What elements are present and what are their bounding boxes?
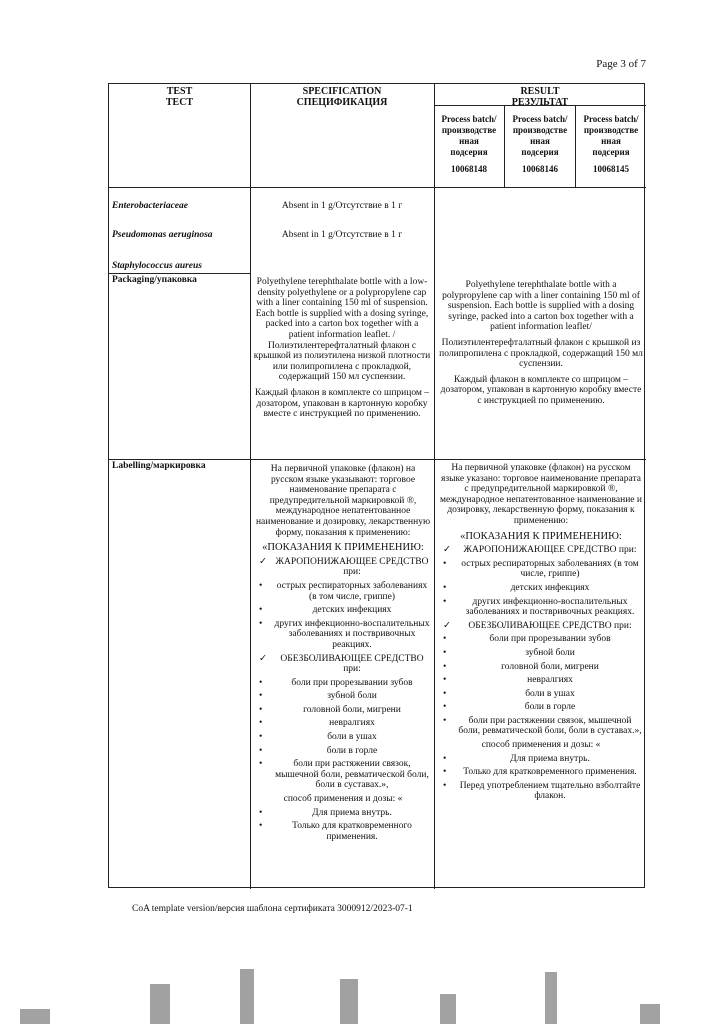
bullet-icon: • [259, 759, 263, 770]
labelling-spec: На первичной упаковке (флакон) на русском языке указывают: торговое наименование препарата с предупредительной маркировкой ®, международное непатентованное наименование и дозировку, лекарственную форму, показания к применению: «ПОКАЗАНИЯ К ПРИМЕНЕНИЮ: ✓ ЖАРОПОНИЖАЮЩЕЕ СРЕДСТВО при: • острых респираторных заболеваниях (в том числе, гриппе) • детских инфекциях • других инфекционно-воспалительных заболеваниях и поствривочных реакциях. ✓ ОБЕЗБОЛИВАЮЩЕЕ СРЕДСТВО при: • боли при прорезывании зубов • зубной боли • головной боли, мигрени • невралгиях • боли в ушах • боли в горле • боли при растяжении связок, мышечной боли, ревматической боли, боли в суставах.», способ применения и дозы: « • Для приема внутрь. • Только для кратковременного применения. [255, 464, 431, 842]
footer-template-version: CoA template version/версия шаблона сертификата 3000912/2023-07-1 [132, 904, 413, 914]
bullet-icon: • [259, 618, 263, 629]
result-labelling-item-text: острых респираторных заболеваниях (в том числе, гриппе) [461, 558, 639, 580]
spec-labelling-item-text: «ПОКАЗАНИЯ К ПРИМЕНЕНИЮ: [262, 542, 424, 554]
result-labelling-item [439, 740, 643, 751]
spec-labelling-item-text: боли в ушах [327, 732, 377, 743]
batch-header-3: Process batch/ производстве нная подсерия 10068145 [576, 114, 646, 175]
bullet-icon: • [443, 767, 447, 778]
result-labelling-item [439, 702, 643, 713]
spec-labelling-item [255, 705, 431, 716]
spec-labelling-item-text: головной боли, мигрени [303, 704, 401, 715]
spec-labelling-item [255, 746, 431, 757]
result-labelling-item-text: других инфекционно-воспалительных заболеваниях и поствривочных реакциях. [465, 596, 635, 618]
bullet-icon: • [443, 596, 447, 607]
spec-value: Absent in 1 g/Отсутствие в 1 г [281, 230, 403, 240]
result-labelling-item [439, 716, 643, 737]
labelling-result: На первичной упаковке (флакон) на русском языке указано: торговое наименование препарата с предупредительной маркировкой ®, международное непатентованное наименование и дозировку, лекарственную форму, показания к применению: «ПОКАЗАНИЯ К ПРИМЕНЕНИЮ: ✓ ЖАРОПОНИЖАЮЩЕЕ СРЕДСТВО при: • острых респираторных заболеваниях (в том числе, гриппе) • детских инфекциях • других инфекционно-воспалительных заболеваниях и поствривочных реакциях. ✓ ОБЕЗБОЛИВАЮЩЕЕ СРЕДСТВО при: • боли при прорезывании зубов • зубной боли • головной боли, мигрени • невралгиях • боли в ушах • боли в горле • боли при растяжении связок, мышечной боли, ревматической боли, боли в суставах.», способ применения и дозы: « • Для приема внутрь. • Только для кратковременного применения. • Перед употреблением тщательно взболтайте флакон. [440, 463, 642, 802]
spec-labelling-item [255, 654, 431, 675]
batch-number: 10068145 [593, 164, 629, 174]
result-labelling-item [439, 532, 643, 543]
spec-labelling-item [255, 557, 431, 578]
spec-labelling-item [255, 821, 431, 842]
spec-labelling-item-text: детских инфекциях [312, 605, 392, 616]
batch-number: 10068146 [522, 164, 558, 174]
packaging-result: Polyethylene terephthalate bottle with a polypropylene cap with a liner containing 150 ml of suspension. Each bottle is supplied with a dosing syringe, packed into a carton box together with a patient information leaflet/ Полиэтилентерефталатный флакон с крышкой из полипропилена с прокладкой, содержащий 150 мл суспензии. Каждый флакон в комплекте со шприцом – дозатором, упакован в картонную коробку вместе с инструкцией по применению. [439, 280, 643, 406]
spec-labelling-item [255, 808, 431, 819]
result-labelling-item-text: зубной боли [525, 647, 575, 658]
bullet-icon: • [259, 605, 263, 616]
spec-labelling-item [255, 794, 431, 805]
spec-value: Absent in 1 g/Отсутствие в 1 г [281, 201, 403, 211]
spec-labelling-item-text: Для приема внутрь. [312, 807, 392, 818]
spec-labelling-item-text: зубной боли [327, 691, 377, 702]
result-labelling-item [439, 754, 643, 765]
page-number: Page 3 of 7 [596, 58, 646, 70]
result-labelling-item [439, 781, 643, 802]
spec-labelling-item-text: боли при прорезывании зубов [291, 677, 413, 688]
result-labelling-item [439, 662, 643, 673]
result-labelling-item [439, 597, 643, 618]
spec-labelling-item [255, 718, 431, 729]
bullet-icon: • [443, 702, 447, 713]
spec-labelling-item [255, 619, 431, 651]
result-labelling-item [439, 767, 643, 778]
bullet-icon: • [443, 647, 447, 658]
spec-labelling-item [255, 678, 431, 689]
batch-number: 10068148 [451, 164, 487, 174]
spec-labelling-item [255, 732, 431, 743]
result-labelling-item [439, 621, 643, 632]
bullet-icon: • [259, 821, 263, 832]
spec-labelling-item [255, 759, 431, 791]
bullet-icon: • [259, 704, 263, 715]
result-labelling-item-text: невралгиях [527, 675, 573, 686]
spec-labelling-item-text: боли в горле [326, 745, 378, 756]
result-header: RESULT РЕЗУЛЬТАТ [511, 86, 569, 108]
spec-labelling-item-text: боли при растяжении связок, мышечной боли, ревматической боли, боли в суставах.», [275, 759, 429, 791]
test-name: Pseudomonas aeruginosa [112, 230, 213, 240]
result-labelling-item-text: боли в ушах [525, 688, 575, 699]
bullet-icon: • [443, 753, 447, 764]
result-labelling-item-text: боли при растяжении связок, мышечной боли, ревматической боли, боли в суставах.», [458, 715, 642, 737]
bullet-icon: • [443, 558, 447, 569]
result-labelling-item [439, 675, 643, 686]
result-labelling-item-text: боли при прорезывании зубов [489, 634, 611, 645]
spec-labelling-item-text: ЖАРОПОНИЖАЮЩЕЕ СРЕДСТВО при: [275, 556, 429, 578]
bullet-icon: • [259, 718, 263, 729]
test-header: TEST ТЕСТ [165, 86, 194, 108]
result-labelling-item-text: головной боли, мигрени [501, 661, 599, 672]
bullet-icon: • [443, 780, 447, 791]
result-labelling-item-text: Для приема внутрь. [510, 753, 590, 764]
bullet-icon: • [259, 691, 263, 702]
result-labelling-item [439, 545, 643, 556]
spec-labelling-item-text: ОБЕЗБОЛИВАЮЩЕЕ СРЕДСТВО при: [280, 653, 424, 675]
result-labelling-item [439, 689, 643, 700]
test-name: Enterobacteriaceae [112, 201, 188, 211]
spec-labelling-item-text: невралгиях [329, 718, 375, 729]
test-name: Staphylococcus aureus [112, 261, 202, 271]
result-labelling-item-text: ОБЕЗБОЛИВАЮЩЕЕ СРЕДСТВО при: [468, 620, 632, 631]
bullet-icon: • [259, 580, 263, 591]
result-labelling-item [439, 648, 643, 659]
spec-labelling-item [255, 605, 431, 616]
spec-labelling-item-text: острых респираторных заболеваниях (в том числе, гриппе) [276, 580, 428, 602]
checkmark-icon: ✓ [259, 653, 267, 664]
result-labelling-item [439, 583, 643, 594]
bullet-icon: • [443, 661, 447, 672]
bullet-icon: • [443, 688, 447, 699]
spec-labelling-item-text: способ применения и дозы: « [283, 794, 403, 805]
spec-labelling-item [255, 691, 431, 702]
packaging-spec: Polyethylene terephthalate bottle with a low-density polyethylene or a polypropylene cap with a liner containing 150 ml of suspension. Each bottle is supplied with a dosing syringe, packed into a carton box together with a patient information leaflet. / Полиэтилентерефталатный флакон с крышкой из полиэтилена низкой плотности или полипропилена с прокладкой, содержащий 150 мл суспензии. Каждый флакон в комплекте со шприцом – дозатором, упакован в картонную коробку вместе с инструкцией по применению. [253, 277, 431, 420]
bullet-icon: • [259, 807, 263, 818]
result-labelling-item-text: детских инфекциях [510, 582, 590, 593]
batch-header-1: Process batch/ производстве нная подсерия 10068148 [434, 114, 504, 175]
spec-labelling-item [255, 581, 431, 602]
result-labelling-item-text: ЖАРОПОНИЖАЮЩЕЕ СРЕДСТВО при: [463, 545, 637, 556]
result-labelling-item-text: «ПОКАЗАНИЯ К ПРИМЕНЕНИЮ: [460, 530, 622, 542]
spec-labelling-item-text: Только для кратковременного применения. [292, 821, 412, 842]
bullet-icon: • [443, 634, 447, 645]
labelling-label: Labelling/маркировка [112, 461, 206, 471]
specification-header: SPECIFICATION СПЕЦИФИКАЦИЯ [296, 86, 388, 108]
result-labelling-item-text: боли в горле [524, 702, 576, 713]
result-labelling-item-text: Перед употреблением тщательно взболтайте флакон. [459, 780, 641, 802]
result-labelling-item-text: способ применения и дозы: « [481, 740, 601, 751]
packaging-label: Packaging/упаковка [112, 275, 197, 285]
scan-artifact [0, 964, 724, 1024]
result-labelling-item [439, 634, 643, 645]
bullet-icon: • [443, 582, 447, 593]
batch-header-2: Process batch/ производстве нная подсерия 10068146 [505, 114, 575, 175]
checkmark-icon: ✓ [259, 556, 267, 567]
bullet-icon: • [259, 677, 263, 688]
bullet-icon: • [443, 715, 447, 726]
checkmark-icon: ✓ [443, 620, 451, 631]
checkmark-icon: ✓ [443, 545, 451, 556]
bullet-icon: • [259, 745, 263, 756]
bullet-icon: • [259, 732, 263, 743]
spec-labelling-item [255, 543, 431, 554]
result-labelling-item-text: Только для кратковременного применения. [463, 767, 637, 778]
bullet-icon: • [443, 675, 447, 686]
coa-table [108, 83, 645, 888]
spec-labelling-item-text: других инфекционно-воспалительных заболеваниях и поствривочных реакциях. [274, 618, 430, 650]
result-labelling-item [439, 559, 643, 580]
